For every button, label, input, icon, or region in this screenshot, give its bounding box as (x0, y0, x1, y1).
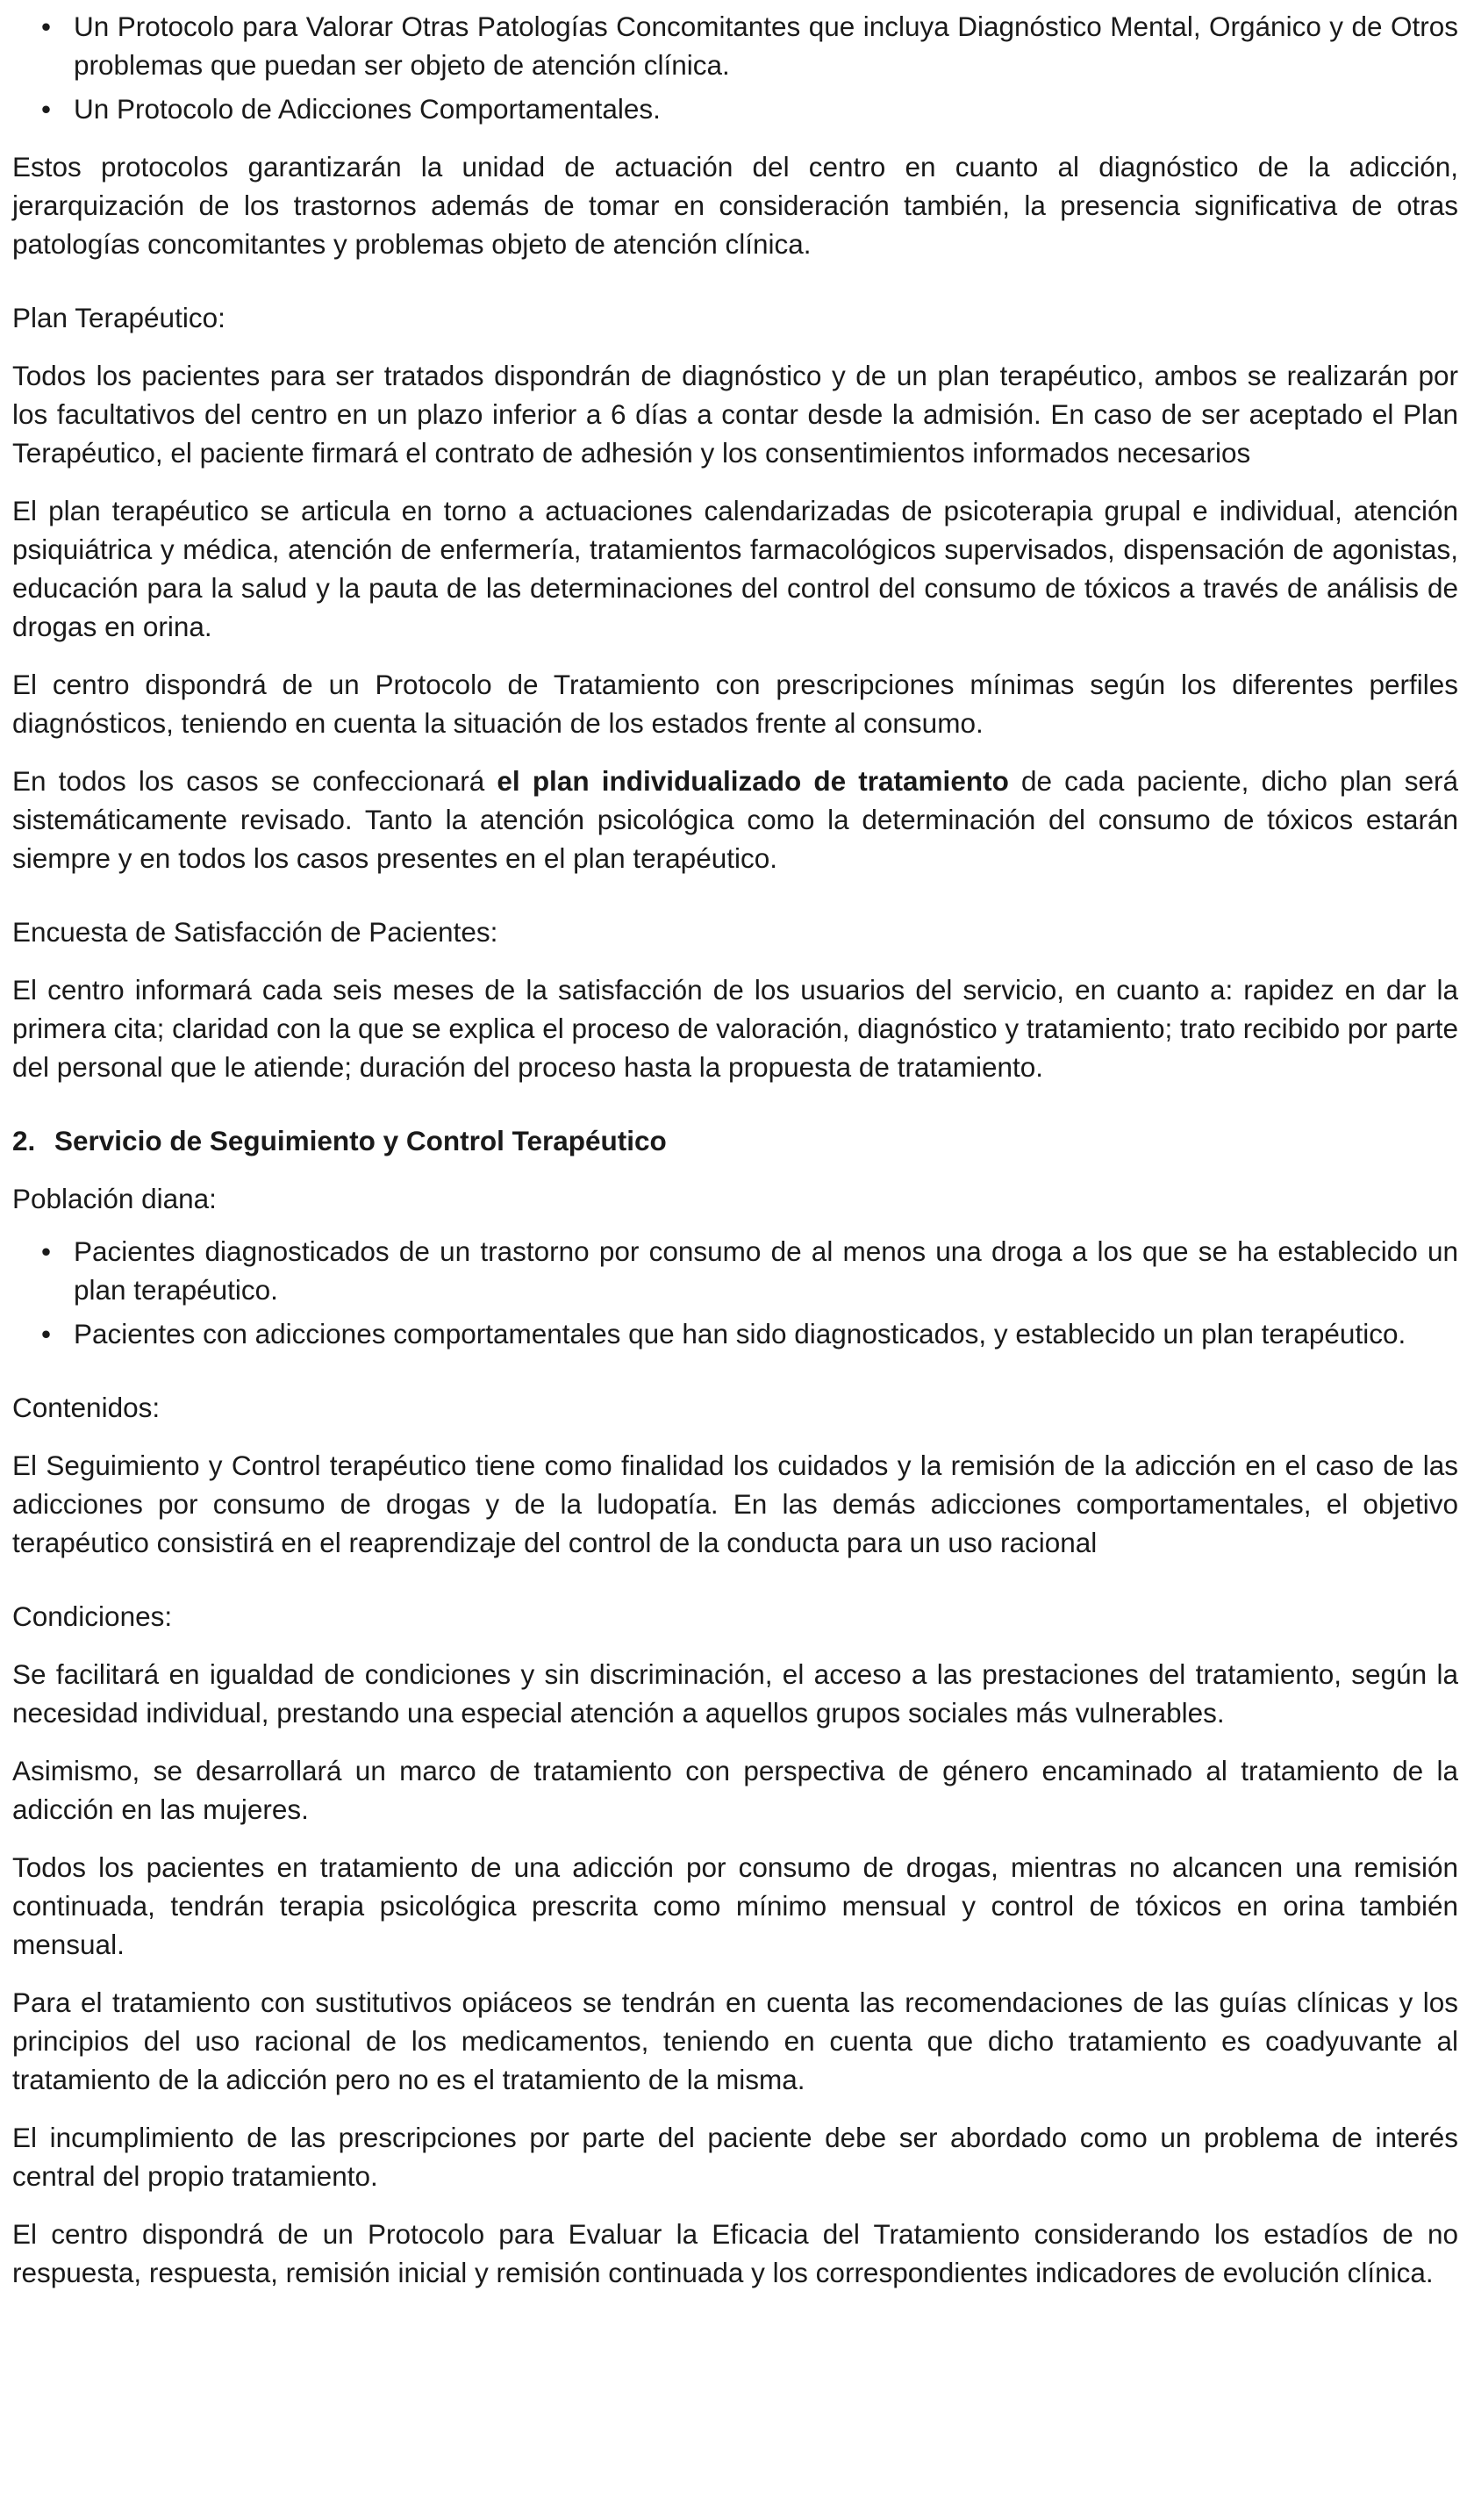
label-encuesta: Encuesta de Satisfacción de Pacientes: (12, 916, 498, 948)
label-contenidos: Contenidos: (12, 1392, 161, 1423)
list-item: • Un Protocolo para Valorar Otras Patologías Concomitantes que incluya Diagnóstico Mental, Orgánico y de Otros problemas que puedan ser objeto de atención clínica. (12, 7, 1458, 84)
paragraph-conditions-6: El centro dispondrá de un Protocolo para Evaluar la Eficacia del Tratamiento considerando los estadíos de no respuesta, respuesta, remisión inicial y remisión continuada y los correspondientes indicadores de evolución clínica. (12, 2218, 1458, 2288)
list-item: • Pacientes con adicciones comportamentales que han sido diagnosticados, y establecido un plan terapéutico. (12, 1314, 1458, 1353)
population-list (12, 1232, 1458, 1353)
section-title: Servicio de Seguimiento y Control Terapéutico (54, 1125, 667, 1156)
label-condiciones: Condiciones: (12, 1600, 173, 1632)
paragraph-conditions-5: El incumplimiento de las prescripciones por parte del paciente debe ser abordado como un problema de interés central del propio tratamiento. (12, 2122, 1458, 2192)
paragraph-plan-2: El plan terapéutico se articula en torno a actuaciones calendarizadas de psicoterapia grupal e individual, atención psiquiátrica y médica, atención de enfermería, tratamientos farmacológicos supervisados, dispensación de agonistas, educación para la salud y la pauta de las determinaciones del control del consumo de tóxicos a través de análisis de drogas en orina. (12, 495, 1458, 642)
section-heading (12, 1121, 1458, 1160)
paragraph-plan-4-start: En todos los casos se confeccionará (12, 765, 497, 797)
paragraph-protocols: Estos protocolos garantizarán la unidad de actuación del centro en cuanto al diagnóstico de la adicción, jerarquización de los trastornos además de tomar en consideración también, la presencia significativa de otras patologías concomitantes y problemas objeto de atención clínica. (12, 151, 1458, 260)
paragraph-plan-4 (12, 762, 1458, 877)
paragraph-conditions-4: Para el tratamiento con sustitutivos opiáceos se tendrán en cuenta las recomendaciones de las guías clínicas y los principios del uso racional de los medicamentos, teniendo en cuenta que dicho tratamiento es coadyuvante al tratamiento de la adicción pero no es el tratamiento de la misma. (12, 1987, 1458, 2095)
list-item: • Pacientes diagnosticados de un trastorno por consumo de al menos una droga a los que se ha establecido un plan terapéutico. (12, 1232, 1458, 1309)
paragraph-plan-1: Todos los pacientes para ser tratados dispondrán de diagnóstico y de un plan terapéutico, ambos se realizarán por los facultativos del centro en un plazo inferior a 6 días a contar desde la admisión. En caso de ser aceptado el Plan Terapéutico, el paciente firmará el contrato de adhesión y los consentimientos informados necesarios (12, 360, 1458, 469)
paragraph-survey: El centro informará cada seis meses de la satisfacción de los usuarios del servicio, en cuanto a: rapidez en dar la primera cita; claridad con la que se explica el proceso de valoración, diagnóstico y tratamiento; trato recibido por parte del personal que le atiende; duración del proceso hasta la propuesta de tratamiento. (12, 974, 1458, 1083)
paragraph-conditions-1: Se facilitará en igualdad de condiciones y sin discriminación, el acceso a las prestaciones del tratamiento, según la necesidad individual, prestando una especial atención a aquellos grupos sociales más vulnerables. (12, 1658, 1458, 1729)
paragraph-plan-4-end: de cada paciente, dicho plan será sistemáticamente revisado. Tanto la atención psicológica como la determinación del consumo de tóxicos estarán siempre y en todos los casos presentes en el plan terapéutico. (12, 765, 1458, 874)
label-plan-terapeutico: Plan Terapéutico: (12, 302, 225, 333)
protocol-list (12, 7, 1458, 128)
paragraph-conditions-3: Todos los pacientes en tratamiento de una adicción por consumo de drogas, mientras no alcancen una remisión continuada, tendrán terapia psicológica prescrita como mínimo mensual y control de tóxicos en orina también mensual. (12, 1851, 1458, 1960)
paragraph-conditions-2: Asimismo, se desarrollará un marco de tratamiento con perspectiva de género encaminado al tratamiento de la adicción en las mujeres. (12, 1755, 1458, 1825)
paragraph-plan-3: El centro dispondrá de un Protocolo de Tratamiento con prescripciones mínimas según los diferentes perfiles diagnósticos, teniendo en cuenta la situación de los estados frente al consumo. (12, 669, 1458, 739)
paragraph-contents: El Seguimiento y Control terapéutico tiene como finalidad los cuidados y la remisión de la adicción en el caso de las adicciones por consumo de drogas y de la ludopatía. En las demás adicciones comportamentales, el objetivo terapéutico consistirá en el reaprendizaje del control de la conducta para un uso racional (12, 1450, 1458, 1558)
label-poblacion-diana: Población diana: (12, 1183, 217, 1214)
list-item: • Un Protocolo de Adicciones Comportamentales. (12, 89, 1458, 128)
section-number: 2. (12, 1125, 36, 1156)
individual-plan-emphasis: el plan individualizado de tratamiento (497, 765, 1009, 797)
